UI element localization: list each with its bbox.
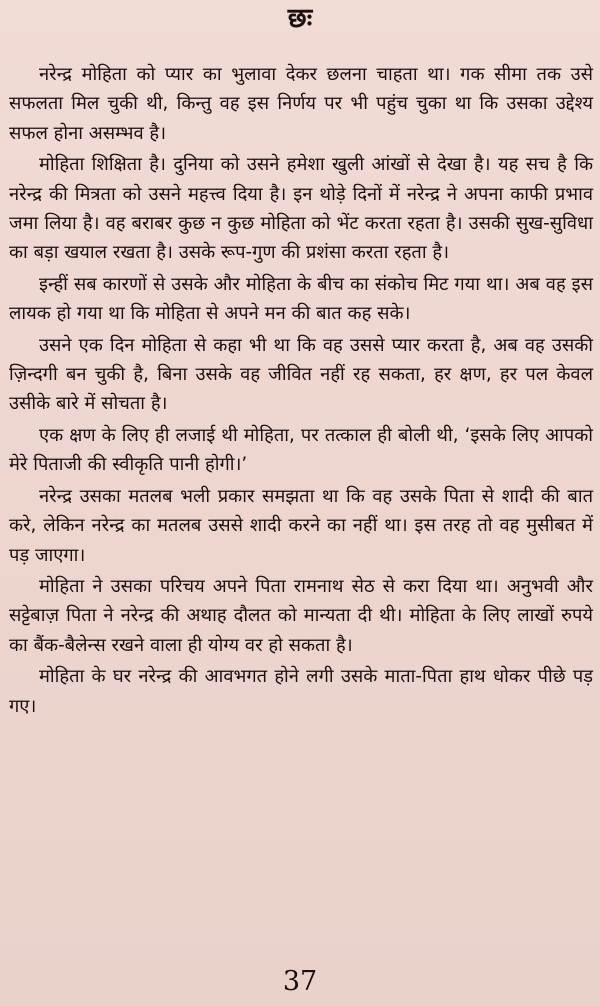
- paragraph: मोहिता ने उसका परिचय अपने पिता रामनाथ सेठ से करा दिया था। अनुभवी और सट्टेबाज़ पिता ने नरेन्द्र की अथाह दौलत को मान्यता दी थी। मोहिता के लिए लाखों रुपये का बैंक-बैलेन्स रखने वाला ही योग्य वर हो सकता है।: [9, 575, 593, 656]
- paragraph: मोहिता के घर नरेन्द्र की आवभगत होने लगी उसके माता-पिता हाथ धोकर पीछे पड़ गए।: [9, 666, 593, 717]
- paragraph: एक क्षण के लिए ही लजाई थी मोहिता, पर तत्काल ही बोली थी, ‘इसके लिए आपको मेरे पिताजी की स्वीकृति पानी होगी।’: [9, 424, 593, 476]
- paragraph: नरेन्द्र उसका मतलब भली प्रकार समझता था कि वह उसके पिता से शादी की बात करे, लेकिन नरेन्द्र का मतलब उससे शादी करने का नहीं था। इस तरह तो वह मुसीबत में पड़ जाएगा।: [9, 485, 593, 566]
- paragraph: उसने एक दिन मोहिता से कहा भी था कि वह उससे प्यार करता है, अब वह उसकी ज़िन्दगी बन चुकी है, बिना उसके वह जीवित नहीं रह सकता, हर क्षण, हर पल केवल उसीके बारे में सोचता है।: [9, 334, 593, 415]
- chapter-body: [9, 60, 593, 723]
- page-number: 37: [282, 966, 318, 997]
- paragraph: मोहिता शिक्षिता है। दुनिया को उसने हमेशा खुली आंखों से देखा है। यह सच है कि नरेन्द्र की मित्रता को उसने महत्त्व दिया है। इन थोड़े दिनों में नरेन्द्र ने अपना काफी प्रभाव जमा लिया है। वह बराबर कुछ न कुछ मोहिता को भेंट करता रहता है। उसकी सुख-सुविधा का बड़ा खयाल रखता है। उसके रूप-गुण की प्रशंसा करता रहता है।: [9, 154, 593, 264]
- chapter-heading: छः: [287, 3, 313, 34]
- paragraph: इन्हीं सब कारणों से उसके और मोहिता के बीच का संकोच मिट गया था। अब वह इस लायक हो गया था कि मोहिता से अपने मन की बात कह सके।: [9, 273, 593, 325]
- paragraph: नरेन्द्र मोहिता को प्यार का भुलावा देकर छलना चाहता था। गक सीमा तक उसे सफलता मिल चुकी थी, किन्तु वह इस निर्णय पर भी पहुंच चुका था कि उसका उद्देश्य सफल होना असम्भव है।: [9, 64, 593, 144]
